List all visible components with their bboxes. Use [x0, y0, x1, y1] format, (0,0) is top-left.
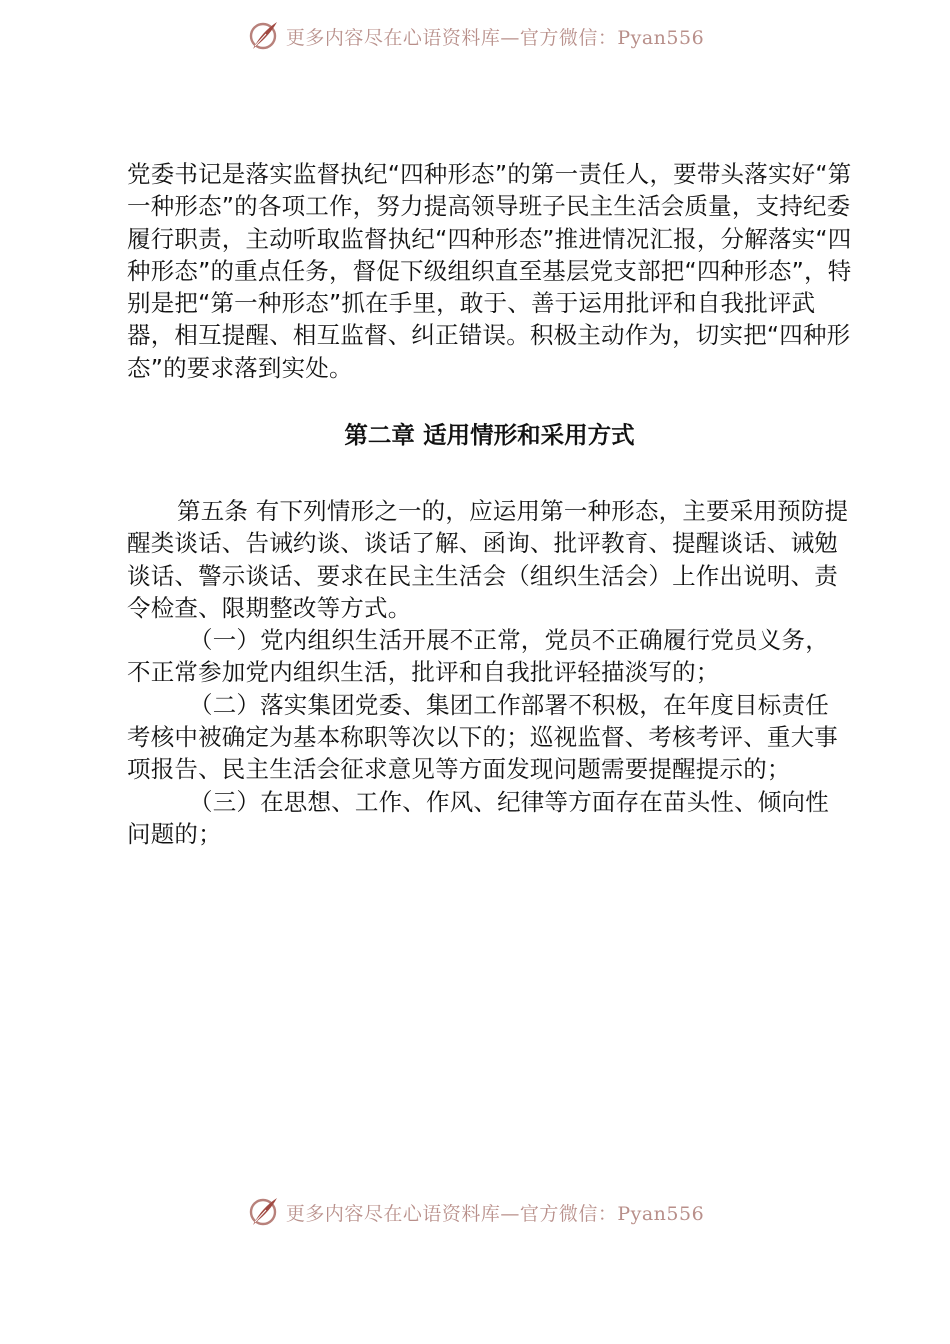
document-body: [127, 158, 852, 848]
list-item: （三）在思想、工作、作风、纪律等方面存在苗头性、倾向性问题的；: [127, 787, 829, 848]
watermark-text: 更多内容尽在心语资料库—官方微信：Pyan556: [285, 26, 705, 49]
article-section: [127, 495, 852, 850]
quill-pen-logo-icon: [246, 1195, 280, 1229]
intro-paragraph: 党委书记是落实监督执纪“四种形态”的第一责任人，要带头落实好“第一种形态”的各项工作，努力提高领导班子民主生活会质量，支持纪委履行职责，主动听取监督执纪“四种形态”推进情况汇报，分解落实“四种形态”的重点任务，督促下级组织直至基层党支部把“四种形态”，特别是把“第一种形态”抓在手里，敢于、善于运用批评和自我批评武器，相互提醒、相互监督、纠正错误。积极主动作为，切实把“四种形态”的要求落到实处。: [127, 160, 852, 382]
watermark-text: 更多内容尽在心语资料库—官方微信：Pyan556: [285, 1202, 705, 1225]
footer-watermark: [0, 1190, 950, 1234]
quill-pen-logo-icon: [246, 19, 280, 53]
article-five-paragraph: 第五条 有下列情形之一的，应运用第一种形态，主要采用预防提醒类谈话、告诫约谈、谈话了解、函询、批评教育、提醒谈话、诫勉谈话、警示谈话、要求在民主生活会（组织生活会）上作出说明、责令检查、限期整改等方式。: [127, 497, 849, 622]
header-watermark: [0, 14, 950, 58]
list-item: （一）党内组织生活开展不正常，党员不正确履行党员义务，不正常参加党内组织生活，批评和自我批评轻描淡写的；: [127, 626, 829, 687]
list-item: （二）落实集团党委、集团工作部署不积极，在年度目标责任考核中被确定为基本称职等次以下的；巡视监督、考核考评、重大事项报告、民主生活会征求意见等方面发现问题需要提醒提示的；: [127, 690, 838, 784]
chapter-heading: 第二章 适用情形和采用方式: [344, 421, 635, 449]
